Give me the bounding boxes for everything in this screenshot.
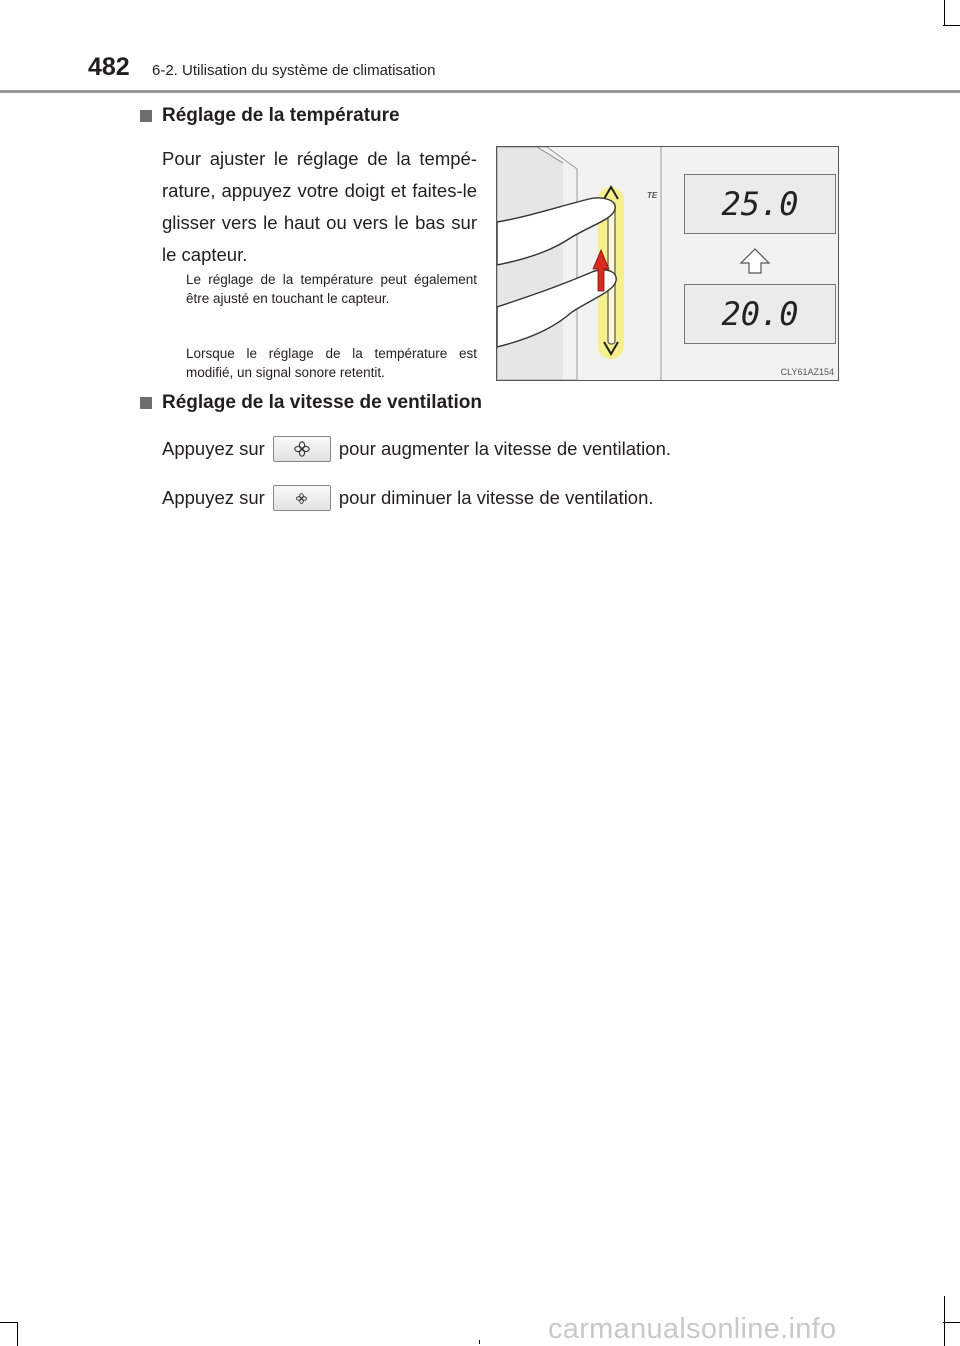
square-bullet-icon [140, 110, 152, 122]
fan-decrease-suffix: pour diminuer la vitesse de ventilation. [338, 487, 654, 508]
crop-mark [0, 1322, 17, 1323]
fan-increase-row [162, 436, 671, 462]
temperature-note-touch: Le réglage de la température peut également être ajusté en touchant le capteur. [186, 272, 477, 306]
fan-section-title-text: Réglage de la vitesse de ventilation [162, 392, 482, 413]
figure-code: CLY61AZ154 [780, 367, 834, 377]
fan-small-icon [296, 493, 307, 504]
fan-decrease-button[interactable] [273, 485, 331, 511]
crop-mark [944, 1296, 945, 1346]
temperature-display-lower: 20.0 [684, 284, 836, 344]
fan-decrease-prefix: Appuyez sur [162, 487, 265, 508]
temperature-instructions: Pour ajuster le réglage de la température, appuyez votre doigt et faites-le glisser vers le haut ou vers le bas sur le capteur. [162, 148, 477, 265]
fan-large-icon [294, 441, 310, 457]
header-rule [0, 90, 960, 93]
fan-increase-button[interactable] [273, 436, 331, 462]
watermark: carmanualsonline.info [548, 1313, 837, 1345]
temperature-display-upper: 25.0 [684, 174, 836, 234]
crop-mark [479, 1340, 480, 1344]
temperature-section-title-text: Réglage de la température [162, 105, 400, 126]
crop-mark [944, 0, 945, 26]
fan-increase-suffix: pour augmenter la vitesse de ventilation. [338, 438, 672, 459]
temperature-note-beep: Lorsque le réglage de la température est modifié, un signal sonore retentit. [186, 346, 477, 380]
crop-mark [17, 1322, 18, 1346]
crop-mark [943, 1322, 960, 1323]
fan-decrease-row [162, 485, 654, 511]
temp-label: TE [647, 191, 658, 200]
crop-mark [943, 25, 960, 26]
fan-increase-prefix: Appuyez sur [162, 438, 265, 459]
temperature-slider-figure [496, 146, 839, 381]
fan-section-title [140, 392, 482, 414]
section-header-title: 6-2. Utilisation du système de climatisation [152, 62, 436, 79]
temperature-section-title [140, 105, 400, 127]
page-number: 482 [88, 53, 130, 81]
square-bullet-icon [140, 397, 152, 409]
